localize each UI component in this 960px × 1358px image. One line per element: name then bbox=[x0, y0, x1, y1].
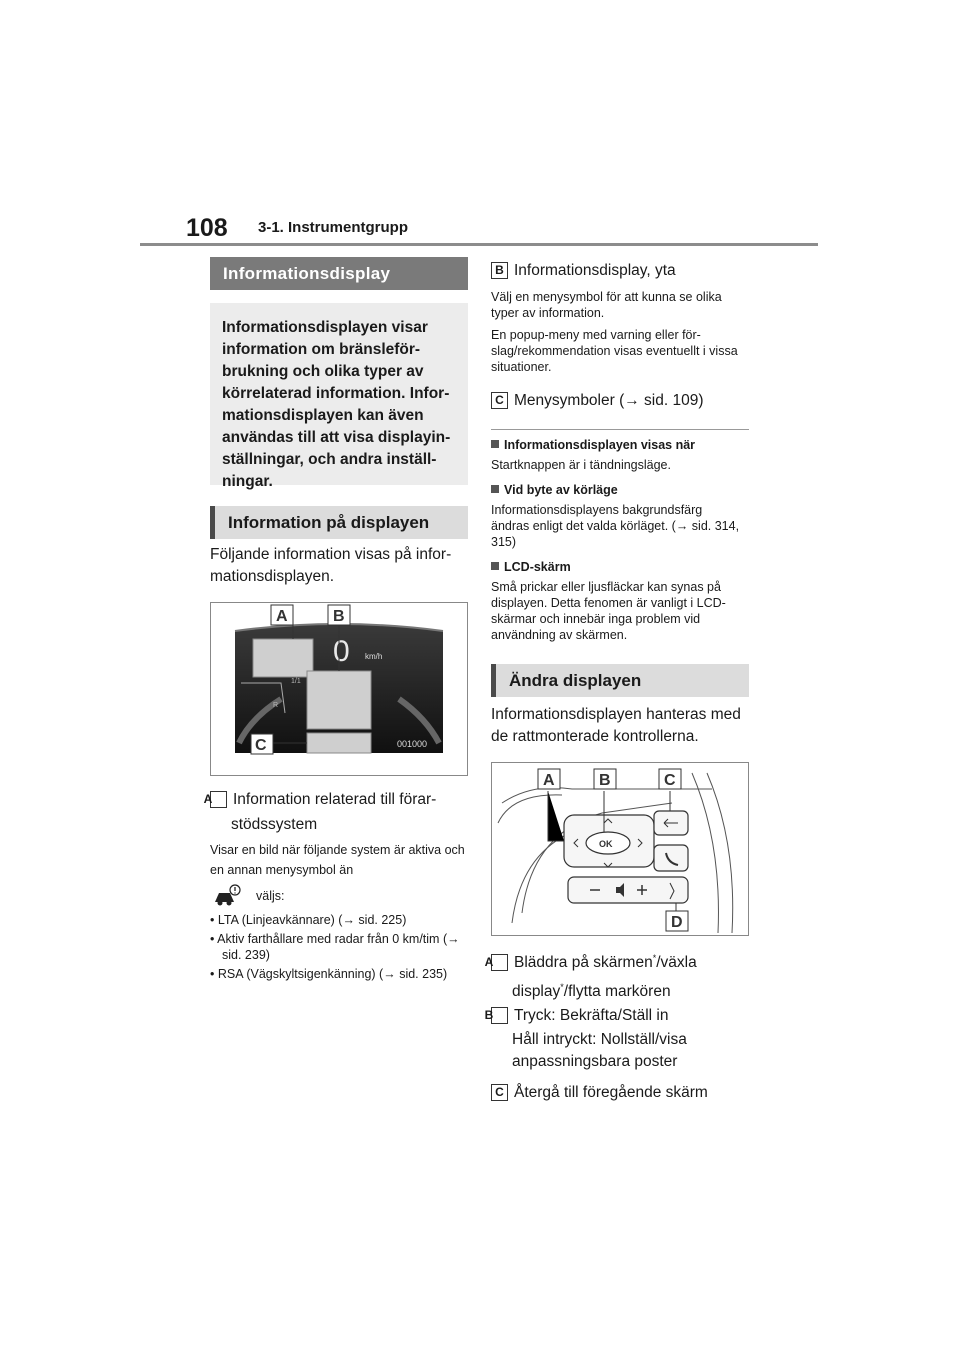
note-2 bbox=[491, 482, 749, 550]
controls-paragraph: Informationsdisplayen hanteras med de rattmonterade kontrollerna. bbox=[491, 706, 741, 745]
callout-b-label: B bbox=[599, 772, 611, 789]
heading-andra-displayen bbox=[491, 664, 749, 697]
item-a-desc-tail: väljs: bbox=[256, 889, 285, 903]
odometer-readout: 001000 bbox=[397, 739, 428, 749]
item-b-desc2: En popup-meny med varning eller för-slag/rekommendation visas eventuellt i vissa situationer. bbox=[491, 328, 738, 374]
heading-information-pa-displayen bbox=[210, 506, 468, 539]
note-marker bbox=[491, 485, 499, 493]
speed-unit: km/h bbox=[365, 652, 383, 661]
item-c bbox=[491, 390, 749, 412]
driver-assist-icon bbox=[212, 884, 242, 906]
item-b bbox=[491, 260, 749, 282]
system-list bbox=[210, 912, 468, 982]
item-a-desc-icon-line bbox=[210, 884, 468, 910]
intro-box: Informationsdisplayen visar information om bränsleför-brukning och olika typer av körrelaterad information. Infor-mationsdisplayen kan även användas till att visa displayin-ställningar, och andra inställ-ningar. bbox=[210, 303, 468, 485]
section-title: 3-1. Instrumentgrupp bbox=[258, 219, 409, 236]
list-item: • LTA (Linjeavkännare) (→ sid. 225) bbox=[210, 912, 468, 928]
ctrl-a-text2: /växla display bbox=[512, 954, 697, 1001]
note-title: Informationsdisplayen visas när bbox=[504, 438, 696, 452]
heading-text: Information på displayen bbox=[210, 506, 468, 539]
steering-controls-illustration bbox=[492, 763, 748, 935]
footnote-star: * bbox=[652, 953, 657, 963]
note-title: LCD-skärm bbox=[504, 560, 571, 574]
callout-a-label: A bbox=[543, 772, 555, 789]
item-a-text: Information relaterad till förar-stödssystem bbox=[231, 791, 437, 833]
ctrl-a-letter: A bbox=[491, 954, 508, 971]
callout-c-label: C bbox=[255, 737, 267, 754]
note-text: Startknappen är i tändningsläge. bbox=[491, 458, 671, 472]
note-title: Vid byte av körläge bbox=[504, 483, 618, 497]
ctrl-a bbox=[484, 946, 770, 1004]
area-b-box bbox=[307, 671, 371, 729]
list-item: • Aktiv farthållare med radar från 0 km/tim (→ sid. 239) bbox=[210, 931, 468, 963]
ctrl-b-text1: Tryck: Bekräfta/Ställ in bbox=[514, 1007, 669, 1024]
item-c-text: Menysymboler (→ sid. 109) bbox=[514, 392, 704, 409]
item-b-desc1: Välj en menysymbol för att kunna se olika typer av information. bbox=[491, 290, 722, 320]
volume-bar bbox=[568, 877, 688, 903]
notes-rule bbox=[491, 429, 749, 430]
item-a bbox=[203, 787, 489, 837]
note-text: Informationsdisplayens bakgrundsfärg ändras enligt det valda körläget. (→ sid. 314, 315) bbox=[491, 503, 740, 549]
note-marker bbox=[491, 562, 499, 570]
ratio-readout: 1/1 bbox=[291, 678, 301, 685]
steering-controls-figure bbox=[491, 762, 749, 936]
cluster-illustration bbox=[211, 603, 467, 775]
info-paragraph: Följande information visas på infor-mationsdisplayen. bbox=[210, 546, 452, 585]
header-rule bbox=[140, 243, 818, 246]
footnote-star: * bbox=[560, 982, 564, 993]
gear-readout: R bbox=[273, 702, 279, 709]
cluster-figure bbox=[210, 602, 468, 776]
area-a-box bbox=[253, 639, 313, 677]
ctrl-b bbox=[484, 1005, 770, 1073]
item-a-desc: Visar en bild när följande system är aktiva och en annan menysymbol än bbox=[210, 843, 465, 877]
note-3 bbox=[491, 559, 749, 643]
item-a-letter: A bbox=[210, 791, 227, 808]
phone-button bbox=[654, 845, 688, 871]
note-text: Små prickar eller ljusfläckar kan synas på displayen. Detta fenomen är vanligt i LCD-skärmar och innebär inga problem vid användning av skärmen. bbox=[491, 580, 726, 642]
item-c-letter: C bbox=[491, 392, 508, 409]
ctrl-b-text2: Håll intryckt: Nollställ/visa anpassningsbara poster bbox=[512, 1031, 687, 1070]
ctrl-a-text3: /flytta markören bbox=[563, 983, 671, 1001]
ctrl-c bbox=[491, 1082, 749, 1104]
ctrl-a-text1: Bläddra på skärmen bbox=[514, 954, 653, 972]
note-1 bbox=[491, 437, 749, 473]
heading-informationsdisplay bbox=[210, 257, 468, 290]
ctrl-c-letter: C bbox=[491, 1084, 508, 1101]
ok-button-label: OK bbox=[599, 839, 613, 849]
heading-text: Ändra displayen bbox=[491, 664, 749, 697]
ctrl-c-text: Återgå till föregående skärm bbox=[514, 1084, 708, 1101]
note-marker bbox=[491, 440, 499, 448]
callout-b-label: B bbox=[333, 608, 345, 625]
item-b-letter: B bbox=[491, 262, 508, 279]
callout-a-label: A bbox=[276, 608, 288, 625]
ctrl-b-letter: B bbox=[491, 1007, 508, 1024]
area-c-box bbox=[307, 733, 371, 753]
item-b-text: Informationsdisplay, yta bbox=[514, 262, 676, 279]
callout-d-label: D bbox=[671, 914, 683, 931]
list-item: • RSA (Vägskyltsigenkänning) (→ sid. 235) bbox=[210, 966, 468, 982]
callout-c-label: C bbox=[664, 772, 676, 789]
page-number: 108 bbox=[186, 214, 228, 242]
speed-readout: 0 bbox=[333, 635, 350, 668]
heading-text: Informationsdisplay bbox=[210, 257, 468, 290]
